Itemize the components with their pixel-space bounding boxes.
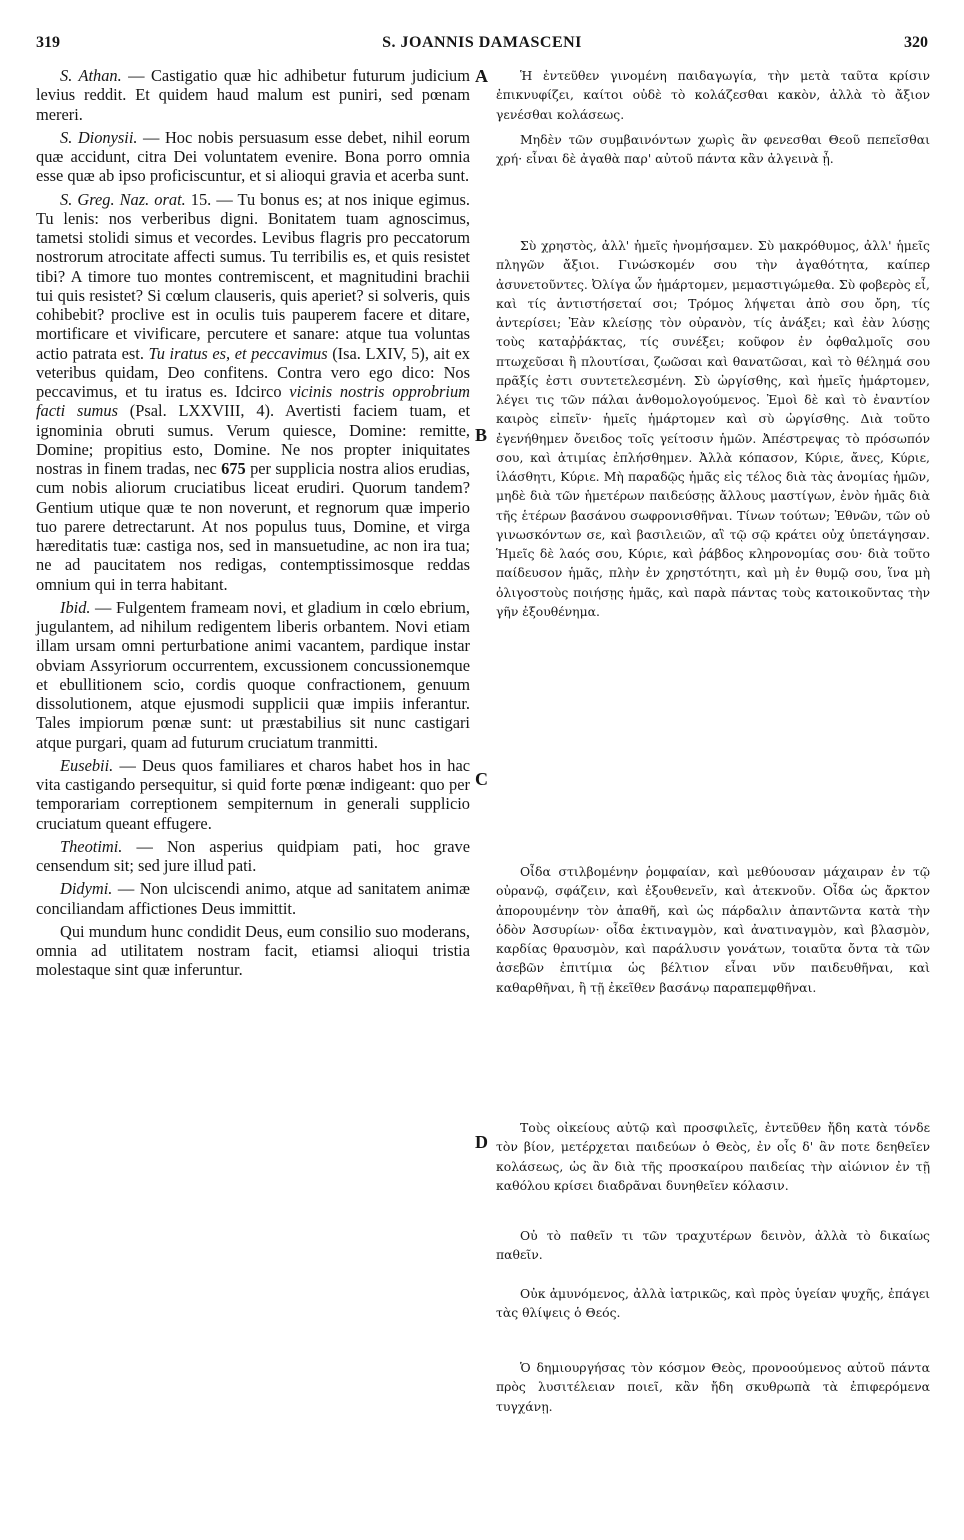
- greek-paragraph: Τοὺς οἰκείους αὐτῷ καὶ προσφιλεῖς, ἐντεῦθεν ἤδη κατὰ τόνδε τὸν βίον, μετέρχεται παιδεύων ὁ Θεὸς, ἐν οἷς δ' ἂν ποτε δεηθεῖεν κολάσεως, ὡς ἂν διὰ τῆς προσκαίρου παιδείας τὴν αἰώνιον ἐν τῇ καθόλου κρίσει διαδρᾶναι δυνηθεῖεν κόλασιν.: [496, 1120, 930, 1193]
- source-label: Didymi.: [60, 879, 113, 899]
- running-title: S. JOANNIS DAMASCENI: [382, 34, 582, 51]
- latin-paragraph: Didymi. — Non ulciscendi animo, atque ad sanitatem animæ conciliandam affictiones Deus immittit.: [36, 879, 470, 918]
- greek-paragraph: Ὁ δημιουργήσας τὸν κόσμον Θεὸς, προνοούμενος αὐτοῦ πάντα πρὸς λυσιτέλειαν ποιεῖ, κἂν ἤδη σκυθρωπὰ τὰ ἐπιφερόμενα τυγχάνῃ.: [496, 1360, 930, 1414]
- section-marker-d: D: [475, 1132, 488, 1152]
- source-label: S. Greg. Naz. orat.: [60, 189, 186, 209]
- greek-paragraph: Σὺ χρηστὸς, ἀλλ' ἡμεῖς ἠνομήσαμεν. Σὺ μακρόθυμος, ἀλλ' ἡμεῖς πληγῶν ἄξιοι. Γινώσκομέν σου τὴν ἀγαθότητα, καίπερ ἀσυνετοῦντες. Ὀλίγα ὧν ἡμάρτομεν, μεμαστιγώμεθα. Σὺ φοβερὸς εἶ, καὶ τίς ἀντιστήσεταί σοι; Τρόμος λήψεται ἀπὸ σου ὄρη, τίς ἀντερίσει; Ἐὰν κλείσῃς τὸν οὐρανὸν, τίς ἀνάξει; καὶ ἐὰν λύσῃς τοὺς καταῤῥάκτας, τίς συνέξει; κοῦφον ἐν ὀφθαλμοῖς σου πτωχεῦσαι ἢ πλουτίσαι, ζωῶσαι καὶ θανατῶσαι, καὶ τὸ θέλημά σου πρᾶξίς ἐστι συντετελεσμένη. Σὺ ὠργίσθης, καὶ ἡμεῖς ἡμάρτομεν, λέγει τις τῶν πάλαι ἀνθομολογούμενος. Ἐμοὶ δὲ καὶ τὸ ἐναντίον καιρὸς εἰπεῖν· ἡμεῖς ἡμάρτομεν καὶ σὺ ὠργίσθης. Διὰ τοῦτο ἐγενήθημεν ὄνειδος τοῖς γείτοσιν ἡμῶν. Ἀπέστρεψας τὸ πρόσωπόν σου, καὶ ἀτιμίας ἐπλήσθημεν. Ἀλλὰ κόπασον, Κύριε, ἄνες, Κύριε, ἱλάσθητι, Κύριε. Μὴ παραδῷς ἡμᾶς εἰς τέλος διὰ τὰς ἀνομίας ἡμῶν, μηδὲ διὰ τῶν ἡμετέρων παιδεύσῃς ἄλλους μαστίγων, ἐνὸν ἡμᾶς διὰ τῆς ἑτέρων βασάνου σωφρονισθῆναι. Τίνων τούτων; Ἐθνῶν, τῶν οὐ γινωσκόντων σε, καὶ βασιλειῶν, αἳ τῷ σῷ κράτει οὐχ ὑπετάγησαν. Ἡμεῖς δὲ λαός σου, Κύριε, καὶ ῥάβδος κληρονομίας σου· διὰ τοῦτο παίδευσον ἡμᾶς, πλὴν ἐν χρηστότητι, καὶ μὴ ἐν θυμῷ σου, ἵνα μὴ ὀλιγοστοὺς ποιήσῃς ἡμᾶς, καὶ παρὰ πάντας τοὺς κατοικοῦντας τὴν γῆν ἐξουθένημα.: [496, 238, 930, 619]
- latin-paragraph: S. Dionysii. — Hoc nobis persuasum esse debet, nihil eorum quæ accidunt, citra Dei voluntatem evenire. Bona porro omnia esse quæ ab ipso proficiscuntur, et si alioqui gravia et acerba sunt.: [36, 127, 471, 186]
- column-number: 675: [221, 459, 246, 478]
- greek-paragraph: Μηδὲν τῶν συμβαινόντων χωρὶς ἂν φενεσθαι Θεοῦ πεπεῖσθαι χρή· εἶναι δὲ ἀγαθὰ παρ' αὐτοῦ πάντα κἂν ἀλγεινὰ ᾖ.: [496, 132, 930, 167]
- source-label: Eusebii.: [60, 755, 114, 775]
- source-label: Ibid.: [60, 597, 91, 617]
- latin-paragraph: S. Greg. Naz. orat. 15. — Tu bonus es; at nos inique egimus. Tu lenis: nos verberibus digni. Bonitatem tuam agnoscimus, tametsi stolidi simus et vecordes. Levibus flagris pro peccatorum nostrorum atrocitate affecti sumus. Tu terribilis es, et quis resistet tibi? A timore tuo montes contremiscent, et magnitudini brachii tui quis resistet? Si cœlum clauseris, quis aperiet? si solveris, quis cohibebit? proclive est in oculis tuis pauperem facere et ditare, mortificare et vivificare, percutere et sanare: atque tua voluntas actio patrata est. Tu iratus es, et peccavimus (Isa. LXIV, 5), ait ex veteribus quidam, Deo confitens. Contra vero ego dico: Nos peccavimus, et tu iratus es. Idcirco vicinis nostris opprobrium facti sumus (Psal. LXXVIII, 4). Avertisti faciem tuam, et ignominia obruti sumus. Verum quiesce, Domine: remitte, Domine; propitius esto, Domine. Ne nos propter iniquitates nostras in finem tradas, nec 675 per supplicia nostra alios erudias, cum nobis aliorum cruciatibus liceat erudiri. Quorum tandem? Gentium utique quæ te non noverunt, et regnorum quæ imperio tuo parere detrectarunt. At nos populus tuus, Domine, et virga hæreditatis tuæ: castiga nos, sed in mansuetudine, ac non ira tua; ne ad paucitatem nos redigas, contemptissimosque reddas omnium qui in terra habitant.: [36, 189, 470, 594]
- greek-paragraph: Οὐκ ἀμυνόμενος, ἀλλὰ ἰατρικῶς, καὶ πρὸς ὑγείαν ψυχῆς, ἐπάγει τὰς θλίψεις ὁ Θεός.: [496, 1286, 930, 1321]
- section-marker-b: B: [475, 425, 488, 445]
- page-number-right: 320: [904, 34, 928, 51]
- source-label: S. Dionysii.: [60, 127, 138, 147]
- scripture-quote: Tu iratus es, et peccavimus: [148, 343, 328, 363]
- latin-paragraph: Eusebii. — Deus quos familiares et charos habet hos in hac vita castigando persequitur, si quid forte pœnæ indigeant: quo per temporariam correptionem sempiternum in generali supplicio cruciatum queant effugere.: [36, 755, 470, 833]
- greek-paragraph: Ἡ ἐντεῦθεν γινομένη παιδαγωγία, τὴν μετὰ ταῦτα κρίσιν ἐπικνυφίζει, καίτοι οὐδὲ τὸ κολάζεσθαι κακὸν, ἀλλὰ τὸ ἄξιον γενέσθαι κολάσεως.: [496, 68, 930, 122]
- scripture-quote: vicinis nostris opprobrium facti sumus: [36, 382, 470, 421]
- latin-paragraph: Qui mundum hunc condidit Deus, eum consilio suo moderans, omnia ad utilitatem nostram facit, etiamsi alioqui tristia molestaque sint quæ inferuntur.: [36, 921, 470, 980]
- page-number-left: 319: [36, 34, 60, 51]
- greek-paragraph: Οἶδα στιλβομένην ῥομφαίαν, καὶ μεθύουσαν μάχαιραν ἐν τῷ οὐρανῷ, σφάζειν, καὶ ἐξουθενεῖν, καὶ ἀτεκνοῦν. Οἶδα ὡς ἄρκτον ἀπορουμένην τὸν ἀπαθῆ, καὶ ὡς πάρδαλιν ἀπαντῶντα κατὰ τὴν ὁδὸν Ἀσσυρίων· οἶδα ἐκτιναγμὸν, καὶ ἀνατιναγμὸν, καὶ βλασμὸν, καρδίας θραυσμὸν, καὶ παράλυσιν γονάτων, τοιαῦτα ὄντα τὰ τῶν ἀσεβῶν ἐπιτίμια ὡς βέλτιον εἶναι νῦν παιδευθῆναι, καὶ καθαρθῆναι, ἢ τῇ ἐκεῖθεν βασάνῳ παραπεμφθῆναι.: [496, 864, 930, 995]
- source-label: S. Athan.: [60, 66, 122, 85]
- latin-paragraph: Ibid. — Fulgentem frameam novi, et gladium in cœlo ebrium, jugulantem, ad nihilum redigentem liberis orbantem. Novi etiam illam ursam omni perturbatione animi vacantem, pardique instar obviam Assyriorum occurrentem, excussionem concussionemque et ebullitionem scio, cordis quoque confractionem, genuum dissolutionem, atque ejusmodi supplicii quæ impiis inferantur. Tales impiorum pœnæ sunt: ut præstabilius sit nunc castigari atque purgari, quam ad futurum cruciatum tranmitti.: [36, 597, 470, 752]
- latin-column: [36, 66, 470, 984]
- section-marker-c: C: [475, 769, 488, 789]
- source-label: Theotimi.: [60, 836, 123, 856]
- latin-paragraph: Theotimi. — Non asperius quidpiam pati, hoc grave censendum sit; sed jure illud pati.: [36, 836, 470, 875]
- greek-paragraph: Οὐ τὸ παθεῖν τι τῶν τραχυτέρων δεινὸν, ἀλλὰ τὸ δικαίως παθεῖν.: [496, 1228, 930, 1263]
- latin-paragraph: S. Athan. — Castigatio quæ hic adhibetur futurum judicium levius reddit. Et quidem haud malum est puniri, sed pœnam mereri.: [36, 66, 470, 124]
- page-header: [36, 34, 928, 58]
- section-marker-a: A: [475, 66, 488, 86]
